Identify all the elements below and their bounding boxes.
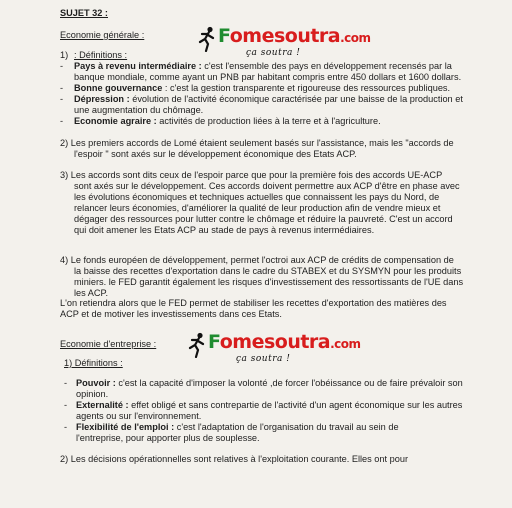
defs-label: 1) Définitions : <box>64 358 123 368</box>
bullet: - <box>60 94 64 104</box>
definition-term: Bonne gouvernance <box>74 83 163 93</box>
definition-text: activités de production liées à la terre et à l'agriculture. <box>156 116 381 126</box>
section-heading-entreprise: Economie d'entreprise : <box>60 339 157 349</box>
definition-item <box>76 400 462 411</box>
logo-name: omesoutra <box>229 25 341 47</box>
bullet: - <box>64 422 68 432</box>
paragraph-line: les évolutions économiques et techniques actuelles que connaissent les pays du Nord, de <box>74 192 440 202</box>
logo-domain: .com <box>340 31 371 45</box>
runner-icon <box>186 332 208 358</box>
definition-item <box>74 83 450 94</box>
definition-term: Dépression : <box>74 94 130 104</box>
definition-text-cont: opinion. <box>76 389 109 399</box>
paragraph-line: sont axés sur le développement. Ces accords doivent permettre aux ACP d'être en phase avec <box>74 181 460 191</box>
paragraph-line: miniers. le FED garantit également les risques d'investissement des ressortissants de l'UE dans <box>74 277 464 287</box>
definition-text-cont: l'entreprise, pour apporter plus de souplesse. <box>76 433 260 443</box>
bullet: - <box>64 400 68 410</box>
definition-text: effet obligé et sans contrepartie de l'activité d'un agent économique sur les autres <box>128 400 463 410</box>
defs-label: : Définitions : <box>74 50 128 60</box>
bullet: - <box>60 116 64 126</box>
definition-item <box>76 422 399 433</box>
definition-term: Pays à revenu intermédiaire : <box>74 61 202 71</box>
definition-text-cont: banque mondiale, comme ayant un PNB par habitant compris entre 450 dollars et 1600 dollars. <box>74 72 462 82</box>
definition-term: Pouvoir : <box>76 378 116 388</box>
definition-term: Externalité : <box>76 400 129 410</box>
bullet: - <box>64 378 68 388</box>
paragraph-line: 3) Les accords sont dits ceux de l'espoir parce que pour la première fois des accords UE-ACP <box>60 170 443 180</box>
definition-text-cont: une augmentation du chômage. <box>74 105 204 115</box>
logo-letter-f: F <box>208 331 220 353</box>
definition-term: Flexibilité de l'emploi : <box>76 422 175 432</box>
runner-icon <box>196 26 218 52</box>
paragraph-line: la baisse des recettes d'exportation dans le cadre du STABEX et du SYSMYN pour les produits <box>74 266 462 276</box>
logo-tagline: ça soutra ! <box>246 48 301 58</box>
paragraph-line: 2) Les décisions opérationnelles sont relatives à l'exploitation courante. Elles ont pour <box>60 454 409 464</box>
definition-text: c'est l'ensemble des pays en développement recensés par la <box>201 61 452 71</box>
paragraph-line: l'espoir " sont axés sur le développement économique des Etats ACP. <box>74 149 357 159</box>
logo-tagline: ça soutra ! <box>236 354 291 364</box>
paragraph-line: 4) Le fonds européen de développement, permet l'octroi aux ACP de crédits de compensation de <box>60 255 454 265</box>
logo-name: omesoutra <box>219 331 331 353</box>
paragraph-line: qui doit amener les Etats ACP au stade de pays à revenus intermédiaires. <box>74 225 375 235</box>
logo-letter-f: F <box>218 25 230 47</box>
bullet: - <box>60 61 64 71</box>
paragraph-line: 2) Les premiers accords de Lomé étaient seulement basés sur l'assistance, mais les "accords de <box>60 138 454 148</box>
paragraph-line: dégager des ressources pour lutter contre le chômage et réduire la pauvreté. C'est un accord <box>74 214 453 224</box>
defs-number: 1) <box>60 50 69 60</box>
fomesoutra-logo <box>186 332 361 362</box>
paragraph-line: ACP et de motiver les investissements dans ces Etats. <box>60 309 282 319</box>
definition-item <box>76 378 463 389</box>
definition-item <box>74 94 463 105</box>
section-heading-general: Economie générale : <box>60 30 145 40</box>
definition-text: c'est l'adaptation de l'organisation du travail au sein de <box>174 422 399 432</box>
definition-text: : c'est la gestion transparente et rigoureuse des ressources publiques. <box>162 83 451 93</box>
definition-term: Economie agraire : <box>74 116 157 126</box>
definition-text: c'est la capacité d'imposer la volonté ,de forcer l'obéissance ou de faire prévaloir son <box>115 378 463 388</box>
paragraph-line: les ACP. <box>74 288 109 298</box>
definition-text-cont: agents ou sur l'environnement. <box>76 411 202 421</box>
definition-text: évolution de l'activité économique caractérisée par une baisse de la production et <box>129 94 463 104</box>
logo-domain: .com <box>330 337 361 351</box>
definition-item <box>74 116 381 127</box>
bullet: - <box>60 83 64 93</box>
fomesoutra-logo <box>196 26 371 56</box>
subject-title: SUJET 32 : <box>60 8 108 18</box>
paragraph-line: L'on retiendra alors que le FED permet de stabiliser les recettes d'exportation des matières des <box>60 298 447 308</box>
definition-item <box>74 61 470 72</box>
paragraph-line: relancer leurs économies, d'améliorer la qualité de leur production afin de vendre mieux et <box>74 203 441 213</box>
